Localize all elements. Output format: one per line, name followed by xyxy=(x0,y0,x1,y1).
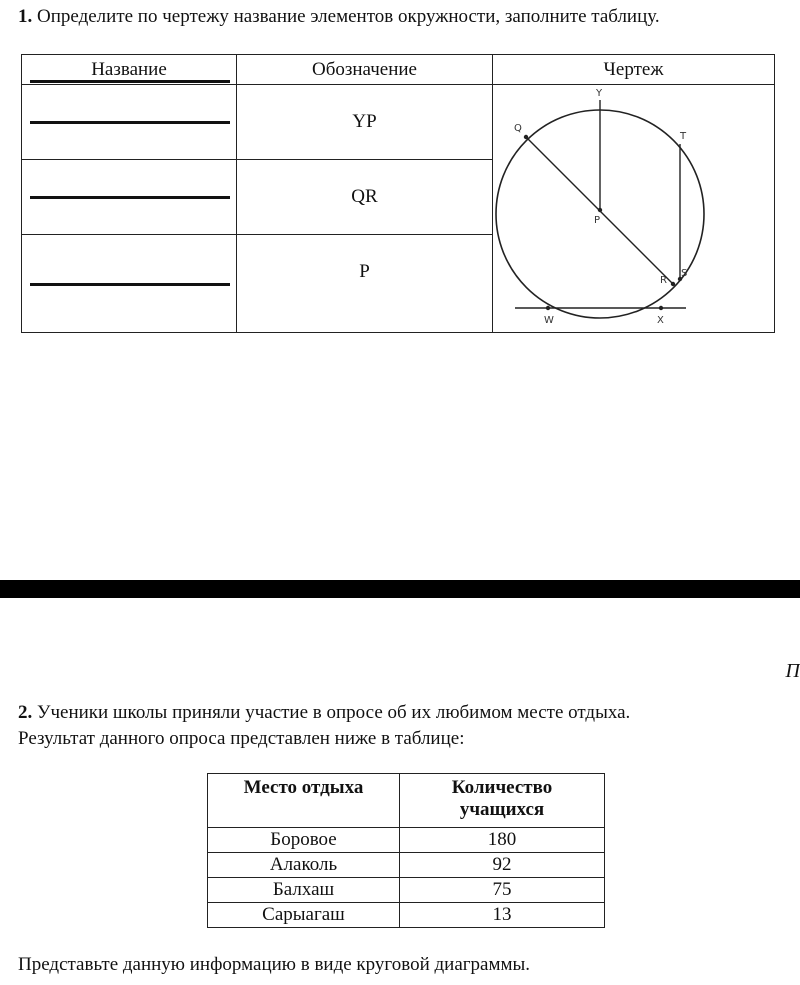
point-x xyxy=(659,305,663,309)
task1-number: 1. xyxy=(18,6,33,27)
page-fragment-text: П xyxy=(785,660,800,682)
designation-p: P xyxy=(359,261,370,282)
count-cell: 92 xyxy=(400,853,605,878)
task1-text: Определите по чертежу название элементов окружности, заполните таблицу. xyxy=(37,6,660,27)
point-w xyxy=(546,305,550,309)
header-count: Количество учащихся xyxy=(400,774,605,828)
blank-line xyxy=(30,196,230,199)
answer-blank-1[interactable] xyxy=(22,85,237,160)
place-cell: Боровое xyxy=(208,828,400,853)
table-row xyxy=(208,853,605,878)
place-cell: Балхаш xyxy=(208,878,400,903)
task2-number: 2. xyxy=(18,702,33,723)
count-cell: 13 xyxy=(400,903,605,928)
designation-yp: YP xyxy=(352,111,377,132)
table-row xyxy=(208,903,605,928)
designation-cell-1 xyxy=(237,85,493,160)
label-x: X xyxy=(657,314,664,326)
label-r: R xyxy=(660,274,667,286)
header-name xyxy=(22,55,237,85)
drawing-cell xyxy=(493,85,775,333)
place-cell: Алаколь xyxy=(208,853,400,878)
label-q: Q xyxy=(514,122,522,134)
task2-line1 xyxy=(18,700,778,726)
designation-qr: QR xyxy=(351,186,378,207)
designation-cell-2 xyxy=(237,160,493,235)
header-underline xyxy=(30,80,230,83)
blank-line xyxy=(30,283,230,286)
label-s: S xyxy=(681,267,688,279)
table-row xyxy=(208,878,605,903)
label-t: T xyxy=(680,130,687,142)
task2-text-line2: Результат данного опроса представлен ниже в таблице: xyxy=(18,728,465,749)
place-cell: Сарыагаш xyxy=(208,903,400,928)
label-y: Y xyxy=(596,87,603,99)
label-w: W xyxy=(544,314,554,326)
label-p: P xyxy=(594,214,601,226)
circle-elements-table xyxy=(21,54,775,333)
answer-blank-3[interactable] xyxy=(22,235,237,333)
page-divider-band xyxy=(0,580,800,598)
task2-text-line1: Ученики школы приняли участие в опросе об их любимом месте отдыха. xyxy=(37,702,631,723)
survey-header-row xyxy=(208,774,605,828)
point-r xyxy=(671,281,675,285)
table-header-row xyxy=(22,55,775,85)
designation-cell-3 xyxy=(237,235,493,333)
answer-blank-2[interactable] xyxy=(22,160,237,235)
task2-heading xyxy=(18,700,778,752)
survey-table xyxy=(207,773,605,928)
header-designation: Обозначение xyxy=(237,55,493,85)
count-cell: 180 xyxy=(400,828,605,853)
point-p xyxy=(598,207,602,211)
header-name-label: Название xyxy=(91,58,167,80)
point-q xyxy=(524,134,528,138)
task1-heading xyxy=(18,6,660,28)
header-drawing: Чертеж xyxy=(493,55,775,85)
table-row xyxy=(22,85,775,160)
header-place: Место отдыха xyxy=(208,774,400,828)
blank-line xyxy=(30,121,230,124)
table-row xyxy=(208,828,605,853)
task2-instruction: Представьте данную информацию в виде круговой диаграммы. xyxy=(18,954,531,975)
circle-drawing xyxy=(493,86,775,332)
count-cell: 75 xyxy=(400,878,605,903)
